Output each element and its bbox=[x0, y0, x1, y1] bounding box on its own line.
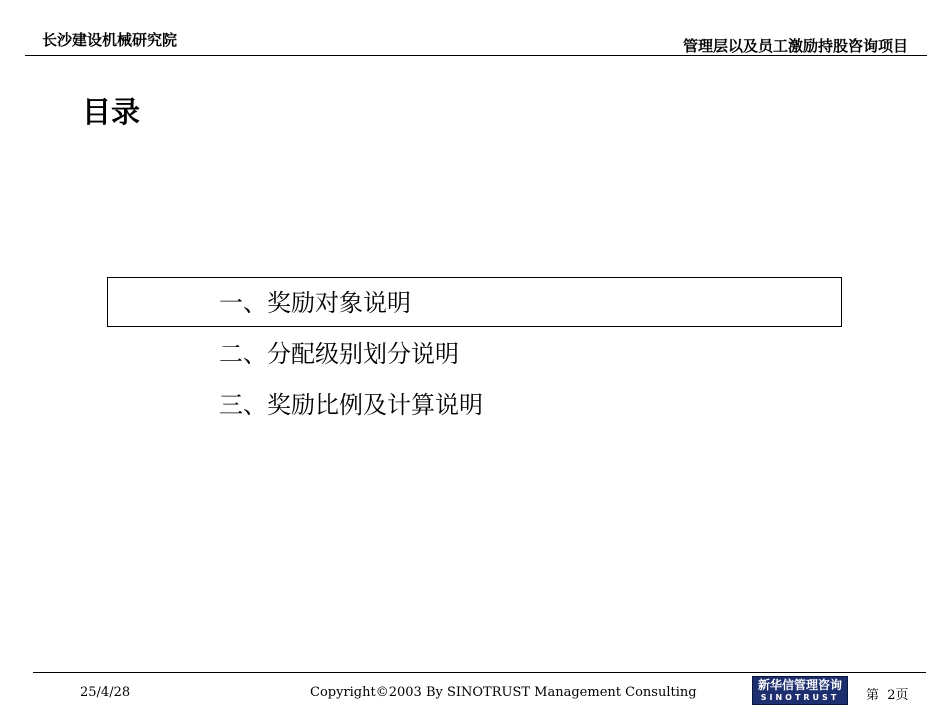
footer-copyright: Copyright©2003 By SINOTRUST Management Consulting bbox=[310, 685, 697, 700]
sinotrust-logo bbox=[752, 676, 848, 705]
footer-date: 25/4/28 bbox=[80, 685, 131, 700]
footer-divider bbox=[33, 672, 926, 673]
toc-item-3: 三、奖励比例及计算说明 bbox=[219, 391, 483, 419]
header-divider bbox=[25, 55, 927, 56]
footer-page-number: 第 2页 bbox=[866, 688, 909, 703]
toc-highlight-box bbox=[107, 277, 842, 327]
logo-chinese-text: 新华信管理咨询 bbox=[757, 678, 842, 692]
toc-item-2: 二、分配级别划分说明 bbox=[219, 340, 459, 368]
header-organization: 长沙建设机械研究院 bbox=[42, 31, 178, 49]
header-project-title: 管理层以及员工激励持股咨询项目 bbox=[682, 37, 908, 55]
page-title: 目录 bbox=[82, 95, 141, 129]
toc-item-1: 一、奖励对象说明 bbox=[219, 289, 411, 317]
logo-english-text: SINOTRUST bbox=[760, 693, 840, 702]
